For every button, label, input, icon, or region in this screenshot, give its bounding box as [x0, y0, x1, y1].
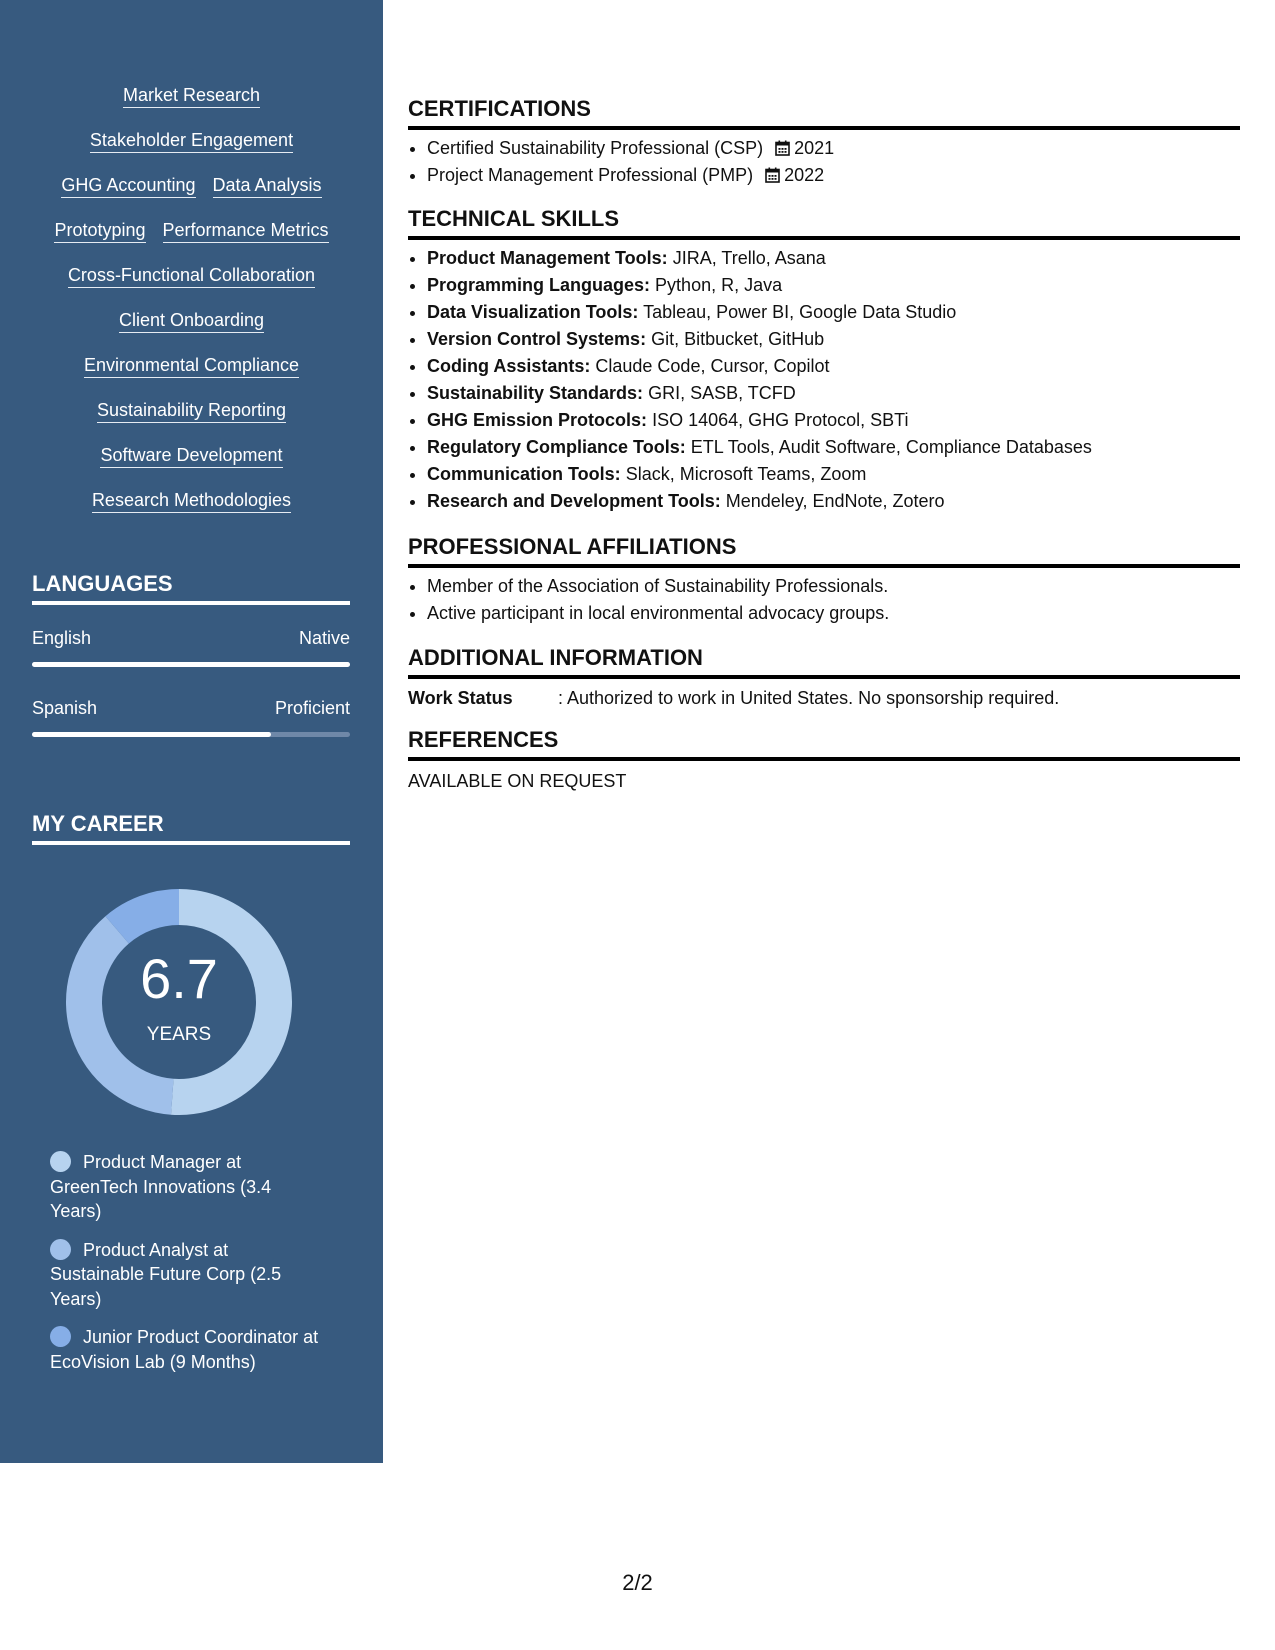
legend-dot-icon	[50, 1151, 71, 1172]
career-legend-item	[50, 1238, 320, 1312]
skill-row	[0, 129, 383, 174]
skill-row	[0, 219, 383, 264]
career-legend-label: Junior Product Coordinator at EcoVision Lab (9 Months)	[50, 1327, 319, 1372]
certification-name: Certified Sustainability Professional (CSP)	[427, 138, 764, 158]
language-spanish	[32, 698, 350, 737]
references-text: AVAILABLE ON REQUEST	[408, 771, 627, 791]
legend-dot-icon	[50, 1326, 71, 1347]
skill-values: Tableau, Power BI, Google Data Studio	[643, 302, 957, 322]
skills-list	[0, 84, 383, 534]
certification-item	[427, 162, 1239, 189]
skill-tag: Market Research	[123, 84, 260, 108]
skill-values: ETL Tools, Audit Software, Compliance Databases	[690, 437, 1092, 457]
skill-row	[0, 84, 383, 129]
skill-category: Regulatory Compliance Tools:	[427, 437, 686, 457]
skill-values: ISO 14064, GHG Protocol, SBTi	[652, 410, 909, 430]
technical-skill-item	[427, 461, 1239, 488]
skill-values: Mendeley, EndNote, Zotero	[725, 491, 945, 511]
affiliations-list	[408, 573, 1239, 627]
skill-tag: Client Onboarding	[119, 309, 264, 333]
language-level: Native	[298, 628, 350, 648]
language-english	[32, 628, 350, 667]
skill-row	[0, 399, 383, 444]
technical-skill-item	[427, 353, 1239, 380]
affiliations-heading: PROFESSIONAL AFFILIATIONS	[408, 534, 1240, 568]
skill-values: JIRA, Trello, Asana	[672, 248, 826, 268]
skill-values: Claude Code, Cursor, Copilot	[595, 356, 830, 376]
skill-tag: Sustainability Reporting	[97, 399, 286, 423]
skill-row	[0, 489, 383, 534]
skill-tag: Cross-Functional Collaboration	[68, 264, 315, 288]
skill-category: Research and Development Tools:	[427, 491, 721, 511]
skill-category: Coding Assistants:	[427, 356, 591, 376]
technical-skill-item	[427, 326, 1239, 353]
skill-tag: Data Analysis	[213, 174, 322, 198]
skill-category: Programming Languages:	[427, 275, 651, 295]
skill-tag: Environmental Compliance	[84, 354, 299, 378]
technical-skill-item	[427, 380, 1239, 407]
work-status	[408, 686, 1240, 710]
certification-year: 2021	[794, 138, 835, 158]
skill-values: Python, R, Java	[655, 275, 783, 295]
language-bar-fill	[32, 662, 350, 667]
page-number: 2/2	[622, 1570, 653, 1595]
career-legend	[50, 1150, 320, 1388]
legend-dot-icon	[50, 1239, 71, 1260]
career-total-unit: YEARS	[146, 1024, 212, 1045]
affiliation-item: • Member of the Association of Sustainability Professionals.	[427, 573, 1239, 600]
career-donut-chart	[66, 889, 292, 1115]
skill-tag: Prototyping	[54, 219, 145, 243]
language-bar	[32, 662, 350, 667]
technical-skill-item	[427, 407, 1239, 434]
certification-name: Project Management Professional (PMP)	[427, 165, 754, 185]
work-status-label: Work Status	[408, 688, 513, 708]
work-status-value: : Authorized to work in United States. No sponsorship required.	[558, 688, 1060, 708]
affiliation-item: • Active participant in local environmental advocacy groups.	[427, 600, 1239, 627]
career-donut-slice	[66, 916, 174, 1115]
technical-skill-item	[427, 434, 1239, 461]
career-heading: MY CAREER	[32, 811, 350, 845]
career-total-value: 6.7	[140, 947, 218, 1010]
skill-tag: Research Methodologies	[92, 489, 291, 513]
skill-category: Data Visualization Tools:	[427, 302, 639, 322]
certification-item	[427, 135, 1239, 162]
languages-heading: LANGUAGES	[32, 571, 350, 605]
skill-row	[0, 309, 383, 354]
technical-skill-item	[427, 272, 1239, 299]
language-bar	[32, 732, 350, 737]
skill-values: Git, Bitbucket, GitHub	[651, 329, 825, 349]
sidebar	[0, 0, 383, 1463]
skill-category: Version Control Systems:	[427, 329, 647, 349]
technical-skills-heading: TECHNICAL SKILLS	[408, 206, 1240, 240]
technical-skill-item	[427, 488, 1239, 515]
additional-info-heading: ADDITIONAL INFORMATION	[408, 645, 1240, 679]
skill-category: Product Management Tools:	[427, 248, 668, 268]
technical-skills-list	[408, 245, 1239, 515]
career-legend-item	[50, 1325, 320, 1374]
certification-year: 2022	[784, 165, 825, 185]
career-legend-label: Product Analyst at Sustainable Future Corp (2.5 Years)	[50, 1239, 282, 1309]
skill-row	[0, 354, 383, 399]
career-legend-item	[50, 1150, 320, 1224]
skill-values: GRI, SASB, TCFD	[648, 383, 796, 403]
skill-row	[0, 444, 383, 489]
references-heading: REFERENCES	[408, 727, 1240, 761]
skill-category: Sustainability Standards:	[427, 383, 644, 403]
skill-tag: GHG Accounting	[61, 174, 195, 198]
skill-row	[0, 264, 383, 309]
technical-skill-item	[427, 299, 1239, 326]
language-name: Spanish	[32, 698, 98, 718]
calendar-icon	[775, 140, 790, 156]
skill-tag: Software Development	[100, 444, 282, 468]
certifications-heading: CERTIFICATIONS	[408, 96, 1240, 130]
language-name: English	[32, 628, 92, 648]
career-legend-label: Product Manager at GreenTech Innovations (3.4 Years)	[50, 1152, 272, 1221]
skill-category: GHG Emission Protocols:	[427, 410, 648, 430]
skill-tag: Stakeholder Engagement	[90, 129, 293, 153]
language-level: Proficient	[274, 698, 350, 718]
calendar-icon	[765, 167, 780, 183]
technical-skill-item	[427, 245, 1239, 272]
language-bar-fill	[32, 732, 271, 737]
skill-tag: Performance Metrics	[163, 219, 329, 243]
skill-values: Slack, Microsoft Teams, Zoom	[625, 464, 867, 484]
certifications-list	[408, 135, 1239, 189]
skill-row	[0, 174, 383, 219]
skill-category: Communication Tools:	[427, 464, 621, 484]
